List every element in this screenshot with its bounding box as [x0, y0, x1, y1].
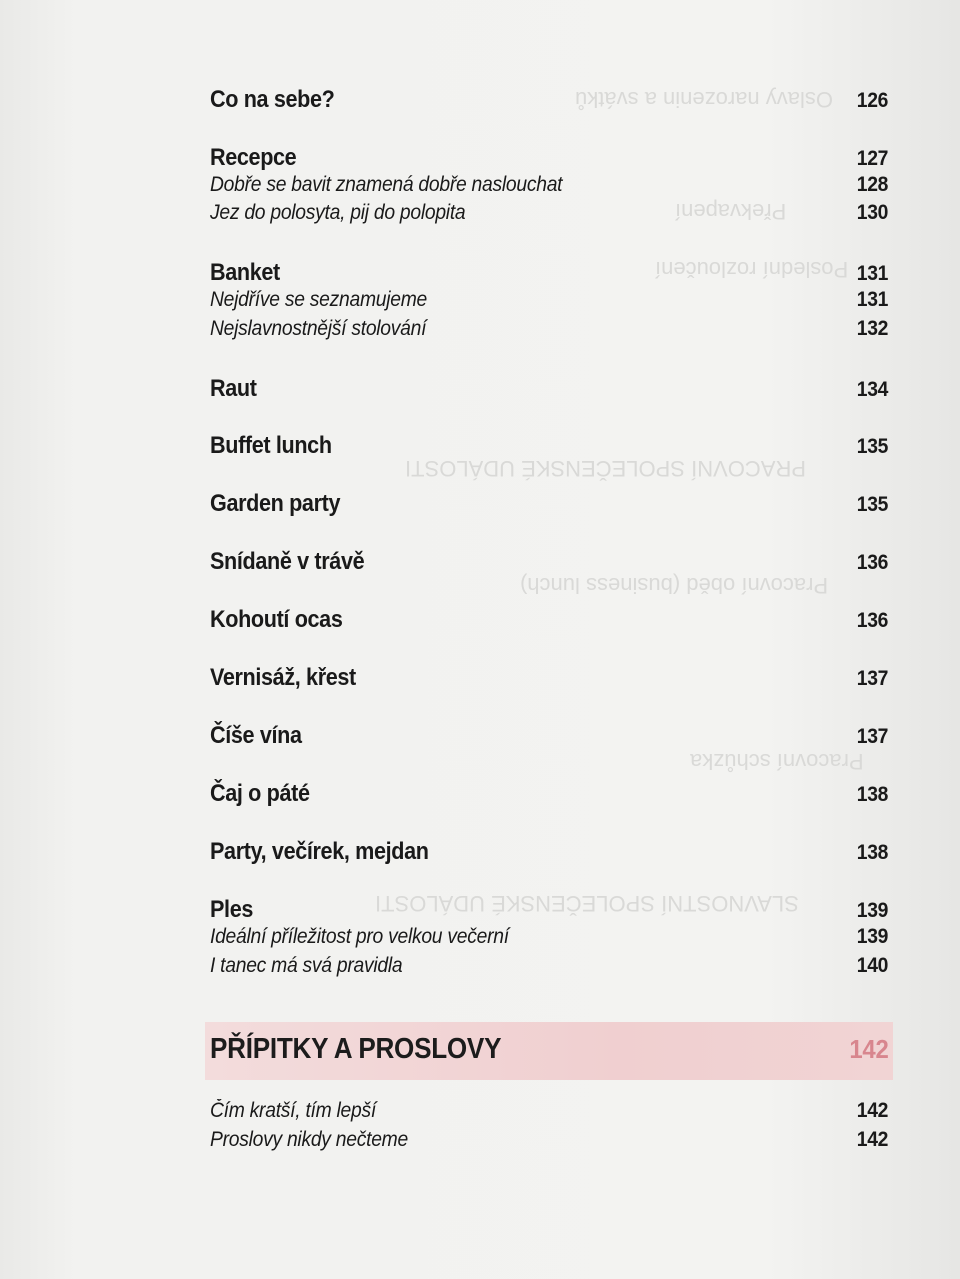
toc-entry-page: 136: [856, 609, 888, 632]
toc-entry: [210, 201, 888, 225]
show-through: Oslavy narozenin a svátků: [575, 87, 834, 112]
toc-entry-title: Ples: [210, 896, 254, 923]
toc-entry-page: 127: [856, 147, 888, 170]
toc-entry-title: Vernisáž, křest: [210, 664, 356, 691]
toc-entry: [210, 954, 888, 978]
toc-entry: [210, 1099, 888, 1123]
show-through: Pracovní schůzka: [690, 749, 864, 774]
toc-entry: [210, 606, 888, 634]
toc-entry: [210, 432, 888, 460]
toc-entry: [210, 259, 888, 287]
toc-entry-title: Proslovy nikdy nečteme: [210, 1128, 408, 1151]
toc-entry-page: 134: [856, 378, 888, 401]
show-through: SLAVNOSTNÍ SPOLEČENSKÉ UDÁLOSTI: [375, 891, 799, 916]
toc-entry: [210, 722, 888, 750]
toc-entry-title: Nejslavnostnější stolování: [210, 317, 427, 340]
toc-entry: [210, 490, 888, 518]
toc-entry-page: 136: [856, 551, 888, 574]
toc-entry: [210, 1128, 888, 1152]
toc-entry-title: Kohoutí ocas: [210, 606, 343, 633]
toc-entry-title: Snídaně v trávě: [210, 548, 365, 575]
toc-entry: [210, 86, 888, 114]
toc-entry-page: 138: [856, 783, 888, 806]
toc-entry: [210, 664, 888, 692]
toc-entry-page: 139: [856, 925, 888, 948]
toc-entry-title: Čím kratší, tím lepší: [210, 1099, 376, 1122]
toc-entry-title: Čaj o páté: [210, 780, 310, 807]
show-through: Poslední rozloučení: [655, 257, 849, 282]
toc-entry-title: Ideální příležitost pro velkou večerní: [210, 925, 509, 948]
toc-entry-title: Recepce: [210, 144, 297, 171]
toc-entry-title: Číše vína: [210, 722, 302, 749]
toc-entry-page: 140: [856, 954, 888, 977]
toc-entry-page: 137: [856, 667, 888, 690]
show-through: Překvapení: [675, 199, 787, 224]
toc-entry: [210, 896, 888, 924]
show-through: Pracovní oběd (business lunch): [520, 573, 829, 598]
toc-entry: [210, 317, 888, 341]
toc-entry-page: 130: [856, 201, 888, 224]
toc-entry-page: 139: [856, 899, 888, 922]
toc-entry-page: 131: [856, 288, 888, 311]
toc-entry-page: 142: [856, 1099, 888, 1122]
toc-entry-page: 142: [856, 1128, 888, 1151]
toc-entry-page: 135: [856, 435, 888, 458]
toc-entry-page: 135: [856, 493, 888, 516]
toc-entry-page: 131: [856, 262, 888, 285]
toc-section-heading: [210, 1033, 888, 1066]
toc-entry-title: Banket: [210, 259, 280, 286]
toc-entry-title: Raut: [210, 375, 257, 402]
toc-entry: [210, 288, 888, 312]
toc-entry-page: 138: [856, 841, 888, 864]
toc-entry-title: Buffet lunch: [210, 432, 332, 459]
toc-entry-page: 137: [856, 725, 888, 748]
toc-entry: [210, 144, 888, 172]
toc-entry: [210, 838, 888, 866]
toc-entry: [210, 548, 888, 576]
toc-entry: [210, 375, 888, 403]
show-through: PRACOVNÍ SPOLEČENSKÉ UDÁLOSTI: [405, 456, 806, 481]
toc-entry-page: 132: [856, 317, 888, 340]
section-title: PŘÍPITKY A PROSLOVY: [210, 1033, 502, 1065]
toc-entry: [210, 925, 888, 949]
toc-entry-title: Jez do polosyta, pij do polopita: [210, 201, 466, 224]
toc-entry-title: I tanec má svá pravidla: [210, 954, 403, 977]
toc-entry-page: 128: [856, 173, 888, 196]
section-page-number: 142: [848, 1034, 888, 1064]
toc-entry-title: Party, večírek, mejdan: [210, 838, 429, 865]
toc-entry-page: 126: [856, 89, 888, 112]
toc-entry-title: Garden party: [210, 490, 341, 517]
toc-entry-title: Co na sebe?: [210, 86, 335, 113]
toc-entry: [210, 173, 888, 197]
toc-entry-title: Dobře se bavit znamená dobře naslouchat: [210, 173, 563, 196]
toc-entry-title: Nejdříve se seznamujeme: [210, 288, 428, 311]
toc-entry: [210, 780, 888, 808]
